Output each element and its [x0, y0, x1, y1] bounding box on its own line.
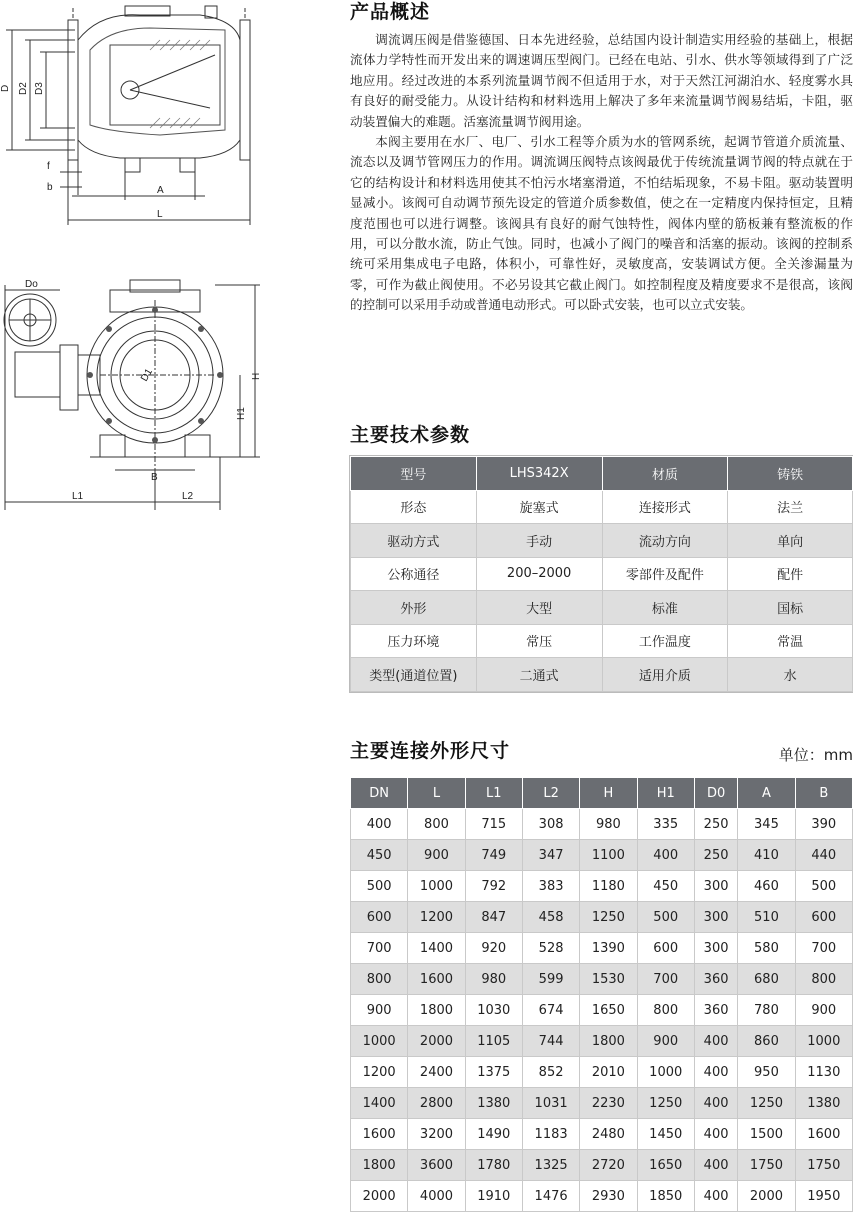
params-cell: 流动方向: [602, 524, 728, 558]
dims-cell: 1910: [465, 1181, 522, 1212]
dims-table: [350, 777, 853, 1212]
dims-cell: 400: [694, 1150, 737, 1181]
dims-header-cell: H1: [637, 778, 694, 809]
dim-label-Do: Do: [25, 279, 38, 290]
params-cell: 铸铁: [728, 457, 853, 491]
dims-cell: 1105: [465, 1026, 522, 1057]
dims-cell: 1850: [637, 1181, 694, 1212]
dims-cell: 792: [465, 871, 522, 902]
dims-cell: 980: [465, 964, 522, 995]
params-cell: 压力环境: [351, 624, 477, 658]
overview-body: [350, 30, 853, 316]
dim-label-f: f: [47, 161, 50, 172]
params-cell: 配件: [728, 557, 853, 591]
dim-label-L2: L2: [182, 491, 194, 502]
dims-cell: 400: [351, 809, 408, 840]
dims-cell: 1600: [408, 964, 465, 995]
valve-side-section-drawing: [0, 0, 335, 235]
params-cell: 二通式: [476, 658, 602, 692]
dim-label-L: L: [157, 209, 163, 220]
dim-label-D: D: [0, 84, 11, 92]
dim-label-D1: D1: [139, 366, 155, 384]
dims-header-cell: B: [795, 778, 852, 809]
dims-cell: 800: [795, 964, 852, 995]
overview-paragraph: 本阀主要用在水厂、电厂、引水工程等介质为水的管网系统，起调节管道介质流量、流态以及调节管网压力的作用。调流调压阀特点该阀最优于传统流量调节阀的特点就在于它的结构设计和材料选用使其不怕污水堵塞滑道，不怕结垢现象，不易卡阻。驱动装置明显减小。该阀可自动调节预先设定的管道介质参数值，使之在一定精度内保持恒定，且精度范围也可以进行调整。该阀具有良好的耐气蚀特性，阀体内壁的筋板兼有整流板的作用，可以分散水流，防止气蚀。同时，也减小了阀门的噪音和活塞的振动。该阀的控制系统可采用集成电子电路，体积小，可靠性好，灵敏度高，安装调试方便。全关渗漏量为零，可作为截止阀使用。不必另设其它截止阀门。如控制程度及精度要求不是很高，该阀的控制可以采用手动或普通电动形式。可以卧式安装，也可以立式安装。: [350, 134, 853, 313]
dims-cell: 950: [738, 1057, 795, 1088]
dims-cell: 400: [637, 840, 694, 871]
dims-cell: 300: [694, 933, 737, 964]
dims-cell: 2480: [580, 1119, 637, 1150]
dims-cell: 510: [738, 902, 795, 933]
dims-header-cell: L1: [465, 778, 522, 809]
dims-row: [351, 902, 853, 933]
unit-label: 单位：mm: [778, 746, 853, 764]
dims-cell: 1180: [580, 871, 637, 902]
dims-cell: 400: [694, 1026, 737, 1057]
dims-cell: 1750: [795, 1150, 852, 1181]
dims-cell: 1400: [351, 1088, 408, 1119]
dims-cell: 1250: [738, 1088, 795, 1119]
dims-cell: 500: [351, 871, 408, 902]
params-cell: 单向: [728, 524, 853, 558]
dims-cell: 1530: [580, 964, 637, 995]
dims-cell: 4000: [408, 1181, 465, 1212]
dims-header-cell: L: [408, 778, 465, 809]
params-cell: 适用介质: [602, 658, 728, 692]
dims-cell: 1400: [408, 933, 465, 964]
dims-cell: 847: [465, 902, 522, 933]
dims-cell: 400: [694, 1088, 737, 1119]
dims-cell: 2000: [408, 1026, 465, 1057]
dims-cell: 1000: [408, 871, 465, 902]
dims-cell: 780: [738, 995, 795, 1026]
dims-cell: 1500: [738, 1119, 795, 1150]
dims-header-cell: H: [580, 778, 637, 809]
dims-cell: 749: [465, 840, 522, 871]
dims-cell: 1476: [522, 1181, 579, 1212]
dims-row: [351, 809, 853, 840]
dims-cell: 1325: [522, 1150, 579, 1181]
dims-cell: 1380: [465, 1088, 522, 1119]
params-cell: 公称通径: [351, 557, 477, 591]
dim-label-B: B: [151, 472, 158, 483]
dims-cell: 2230: [580, 1088, 637, 1119]
dims-cell: 980: [580, 809, 637, 840]
params-row: [351, 658, 853, 692]
dims-cell: 500: [795, 871, 852, 902]
dims-cell: 1650: [580, 995, 637, 1026]
dims-cell: 800: [351, 964, 408, 995]
params-cell: 连接形式: [602, 490, 728, 524]
params-cell: 零部件及配件: [602, 557, 728, 591]
dims-cell: 580: [738, 933, 795, 964]
dims-cell: 700: [351, 933, 408, 964]
params-cell: 法兰: [728, 490, 853, 524]
dims-title: 主要连接外形尺寸: [350, 740, 511, 762]
dims-cell: 1490: [465, 1119, 522, 1150]
dims-row: [351, 1088, 853, 1119]
dims-cell: 852: [522, 1057, 579, 1088]
params-cell: 国标: [728, 591, 853, 625]
params-row: [351, 490, 853, 524]
dims-cell: 528: [522, 933, 579, 964]
dims-cell: 1800: [351, 1150, 408, 1181]
dims-row: [351, 995, 853, 1026]
dims-cell: 345: [738, 809, 795, 840]
params-table: [350, 456, 853, 692]
dims-header-row: [351, 778, 853, 809]
dims-cell: 3600: [408, 1150, 465, 1181]
dims-cell: 450: [637, 871, 694, 902]
dims-cell: 1250: [580, 902, 637, 933]
dims-cell: 1200: [408, 902, 465, 933]
params-header-row: [351, 457, 853, 491]
valve-front-view-drawing: [0, 270, 335, 520]
dims-cell: 1183: [522, 1119, 579, 1150]
params-cell: 常压: [476, 624, 602, 658]
params-cell: 外形: [351, 591, 477, 625]
dims-row: [351, 1026, 853, 1057]
dims-header-cell: DN: [351, 778, 408, 809]
dims-cell: 1450: [637, 1119, 694, 1150]
params-row: [351, 591, 853, 625]
dims-cell: 700: [795, 933, 852, 964]
dims-cell: 1200: [351, 1057, 408, 1088]
dims-header-cell: A: [738, 778, 795, 809]
params-cell: 材质: [602, 457, 728, 491]
dims-cell: 600: [795, 902, 852, 933]
params-cell: 驱动方式: [351, 524, 477, 558]
params-cell: 水: [728, 658, 853, 692]
dim-label-D3: D3: [34, 82, 45, 95]
dim-label-D2: D2: [18, 82, 29, 95]
dim-label-b: b: [47, 182, 53, 193]
dims-cell: 1100: [580, 840, 637, 871]
dims-cell: 1600: [351, 1119, 408, 1150]
dims-cell: 1650: [637, 1150, 694, 1181]
dims-cell: 900: [351, 995, 408, 1026]
dims-cell: 500: [637, 902, 694, 933]
dims-row: [351, 1057, 853, 1088]
dims-cell: 2720: [580, 1150, 637, 1181]
params-row: [351, 524, 853, 558]
dims-cell: 700: [637, 964, 694, 995]
dims-cell: 2800: [408, 1088, 465, 1119]
dims-cell: 1950: [795, 1181, 852, 1212]
params-row: [351, 624, 853, 658]
dims-cell: 674: [522, 995, 579, 1026]
dims-cell: 347: [522, 840, 579, 871]
dims-cell: 400: [694, 1057, 737, 1088]
dims-cell: 360: [694, 964, 737, 995]
dims-cell: 1375: [465, 1057, 522, 1088]
overview-title: 产品概述: [350, 1, 431, 23]
dims-cell: 440: [795, 840, 852, 871]
params-cell: 手动: [476, 524, 602, 558]
dims-cell: 1130: [795, 1057, 852, 1088]
dims-cell: 250: [694, 840, 737, 871]
dims-cell: 680: [738, 964, 795, 995]
dims-cell: 383: [522, 871, 579, 902]
dims-row: [351, 871, 853, 902]
dims-header-cell: D0: [694, 778, 737, 809]
dims-cell: 1600: [795, 1119, 852, 1150]
params-cell: 标准: [602, 591, 728, 625]
overview-paragraph: 调流调压阀是借鉴德国、日本先进经验，总结国内设计制造实用经验的基础上，根据流体力学特性而开发出来的调速调压型阀门。已经在电站、引水、供水等领域得到了广泛地应用。经过改进的本系列流量调节阀不但适用于水，对于天然江河湖泊水、轻度雾水具有良好的耐受能力。从设计结构和材料选用上解决了多年来流量调节阀易结垢，卡阻，驱动装置偏大的难题。活塞流量调节阀用途。: [350, 32, 853, 129]
params-cell: LHS342X: [476, 457, 602, 491]
dims-cell: 1380: [795, 1088, 852, 1119]
dims-cell: 800: [637, 995, 694, 1026]
dims-cell: 599: [522, 964, 579, 995]
dims-header-cell: L2: [522, 778, 579, 809]
dims-cell: 1000: [351, 1026, 408, 1057]
dims-cell: 1000: [637, 1057, 694, 1088]
dims-cell: 300: [694, 902, 737, 933]
params-cell: 工作温度: [602, 624, 728, 658]
dims-cell: 1030: [465, 995, 522, 1026]
params-title: 主要技术参数: [350, 424, 471, 446]
dims-row: [351, 933, 853, 964]
dims-cell: 900: [637, 1026, 694, 1057]
dims-cell: 1800: [408, 995, 465, 1026]
dims-cell: 2000: [351, 1181, 408, 1212]
dims-cell: 744: [522, 1026, 579, 1057]
dims-cell: 715: [465, 809, 522, 840]
params-cell: 旋塞式: [476, 490, 602, 524]
dim-label-H: H: [251, 372, 262, 380]
dims-row: [351, 964, 853, 995]
dims-cell: 250: [694, 809, 737, 840]
dims-cell: 400: [694, 1181, 737, 1212]
dims-cell: 400: [694, 1119, 737, 1150]
dims-row: [351, 1150, 853, 1181]
dims-cell: 335: [637, 809, 694, 840]
dims-cell: 1390: [580, 933, 637, 964]
dim-label-L1: L1: [72, 491, 84, 502]
dims-cell: 900: [408, 840, 465, 871]
params-cell: 大型: [476, 591, 602, 625]
dims-cell: 1800: [580, 1026, 637, 1057]
dims-row: [351, 1119, 853, 1150]
dims-cell: 920: [465, 933, 522, 964]
dims-cell: 458: [522, 902, 579, 933]
dims-cell: 450: [351, 840, 408, 871]
dims-cell: 2010: [580, 1057, 637, 1088]
dims-row: [351, 1181, 853, 1212]
dims-cell: 460: [738, 871, 795, 902]
dims-cell: 800: [408, 809, 465, 840]
params-cell: 常温: [728, 624, 853, 658]
dims-cell: 1000: [795, 1026, 852, 1057]
dims-cell: 600: [637, 933, 694, 964]
dims-cell: 3200: [408, 1119, 465, 1150]
params-cell: 形态: [351, 490, 477, 524]
dims-cell: 2930: [580, 1181, 637, 1212]
dims-cell: 600: [351, 902, 408, 933]
dims-cell: 300: [694, 871, 737, 902]
params-row: [351, 557, 853, 591]
dims-cell: 308: [522, 809, 579, 840]
dim-label-H1: H1: [236, 407, 247, 420]
dims-cell: 2400: [408, 1057, 465, 1088]
dim-label-A: A: [157, 185, 164, 196]
dims-cell: 900: [795, 995, 852, 1026]
dims-cell: 1780: [465, 1150, 522, 1181]
dims-cell: 860: [738, 1026, 795, 1057]
dims-cell: 1250: [637, 1088, 694, 1119]
dims-cell: 360: [694, 995, 737, 1026]
dims-cell: 410: [738, 840, 795, 871]
dims-cell: 1750: [738, 1150, 795, 1181]
dims-cell: 1031: [522, 1088, 579, 1119]
params-cell: 型号: [351, 457, 477, 491]
params-cell: 类型(通道位置): [351, 658, 477, 692]
dims-cell: 390: [795, 809, 852, 840]
dims-cell: 2000: [738, 1181, 795, 1212]
params-cell: 200–2000: [476, 557, 602, 591]
dims-row: [351, 840, 853, 871]
